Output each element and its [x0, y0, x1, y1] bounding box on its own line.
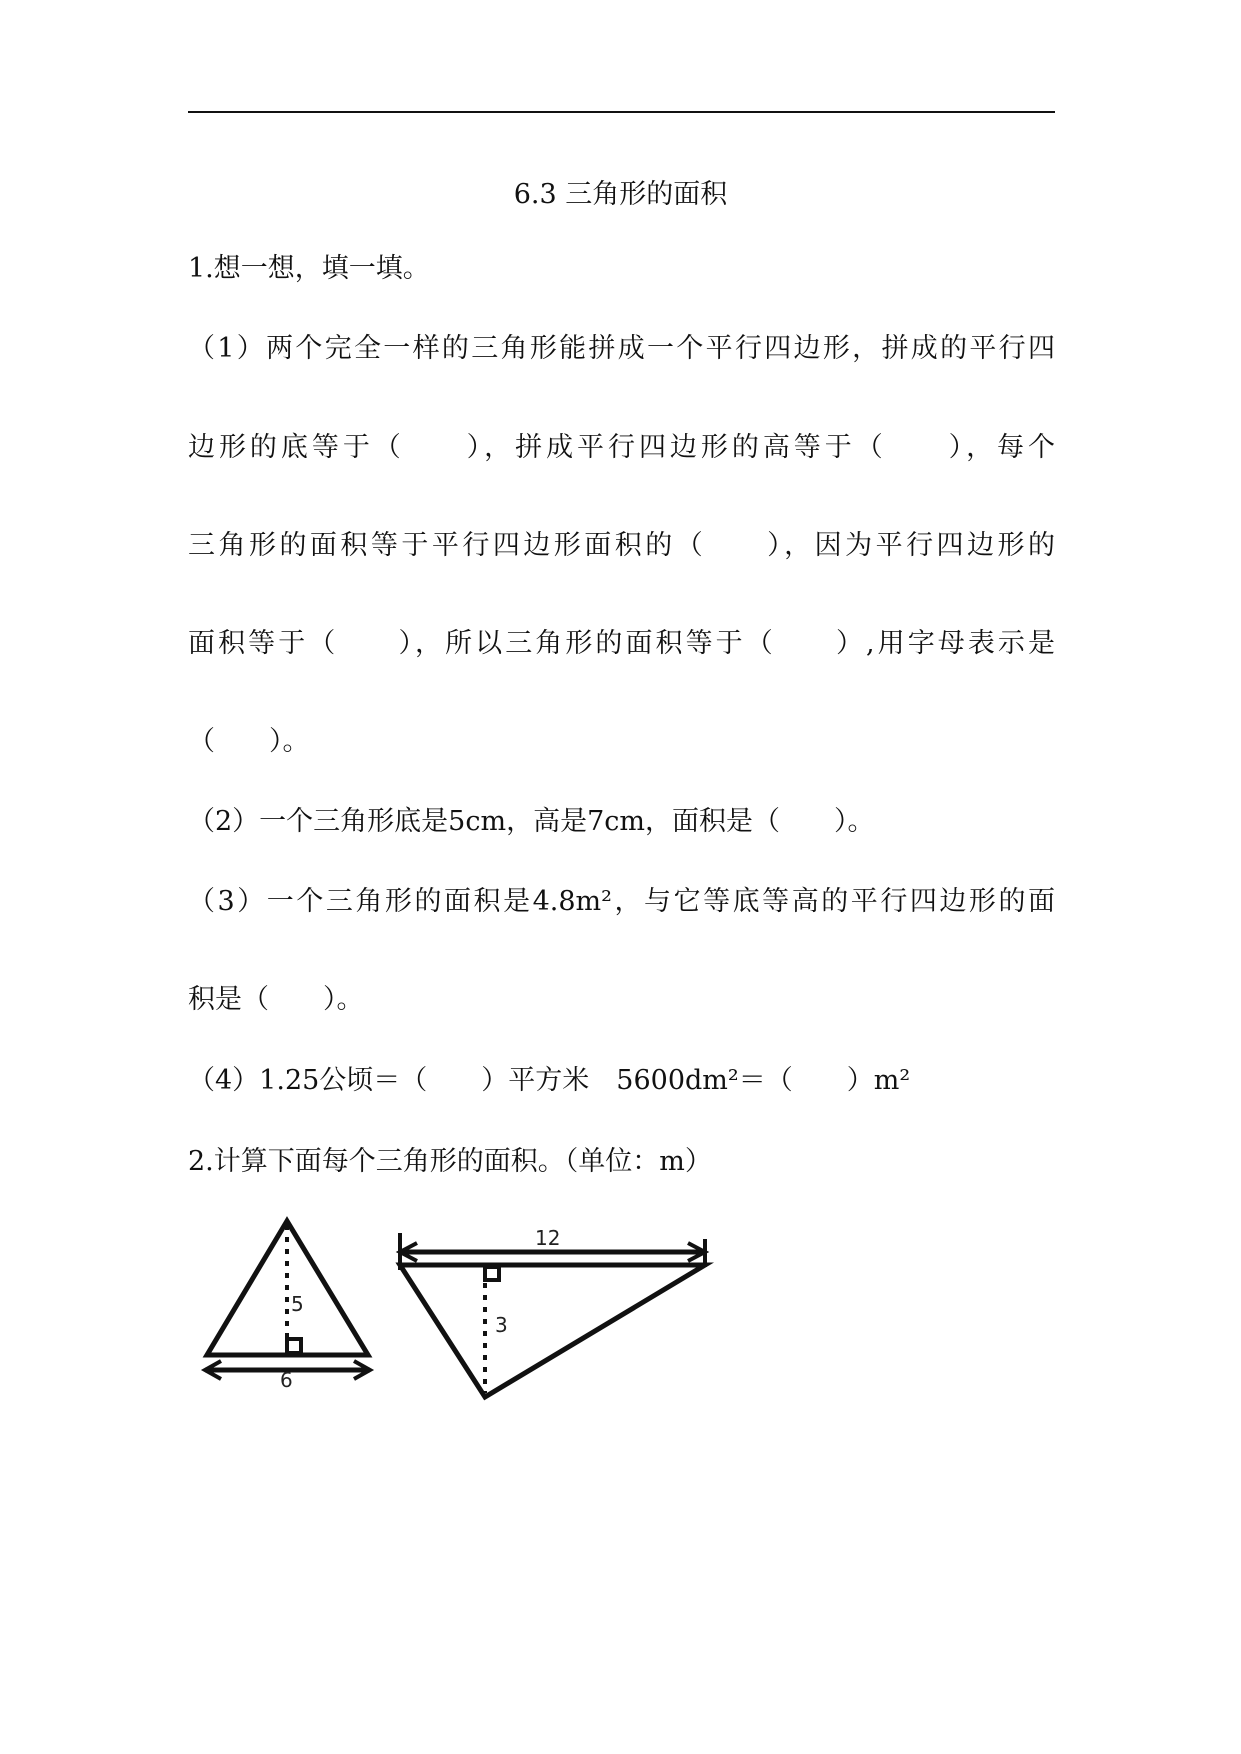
triangle-2-svg [395, 1225, 720, 1405]
triangle-2-height-label: 3 [495, 1313, 508, 1337]
q1-p1-line-1: （1）两个完全一样的三角形能拼成一个平行四边形，拼成的平行四 [188, 333, 1055, 364]
triangle-1-right-angle-mark [287, 1339, 301, 1353]
q1-p3-line-1: （3）一个三角形的面积是4.8m²，与它等底等高的平行四边形的面 [188, 886, 1055, 917]
q2-heading: 2.计算下面每个三角形的面积。（单位：m） [188, 1146, 712, 1177]
triangle-2-right-angle-mark [485, 1267, 499, 1280]
triangle-1-base-label: 6 [280, 1368, 293, 1390]
triangle-2-base-label: 12 [535, 1226, 561, 1250]
q1-p3-line-2: 积是（ ）。 [188, 984, 364, 1015]
triangle-figure-2 [395, 1225, 720, 1405]
q1-p1-line-2: 边形的底等于（ ），拼成平行四边形的高等于（ ），每个 [188, 432, 1055, 463]
triangle-2-outline [400, 1265, 705, 1397]
q1-heading: 1.想一想，填一填。 [188, 253, 430, 284]
header-rule [188, 111, 1055, 113]
q1-p4: （4）1.25公顷＝（ ）平方米 5600dm²＝（ ）m² [188, 1065, 911, 1096]
triangle-figure-1 [195, 1215, 380, 1390]
q1-p1-line-4: 面积等于（ ），所以三角形的面积等于（ ）,用字母表示是 [188, 628, 1055, 659]
triangle-1-height-label: 5 [291, 1292, 304, 1316]
q1-p1-line-5: （ ）。 [188, 726, 310, 757]
q1-p2: （2）一个三角形底是5cm，高是7cm，面积是（ ）。 [188, 806, 875, 837]
q1-p1-line-3: 三角形的面积等于平行四边形面积的（ ），因为平行四边形的 [188, 530, 1055, 561]
triangle-1-svg [195, 1215, 380, 1390]
page-title: 6.3 三角形的面积 [513, 179, 728, 210]
